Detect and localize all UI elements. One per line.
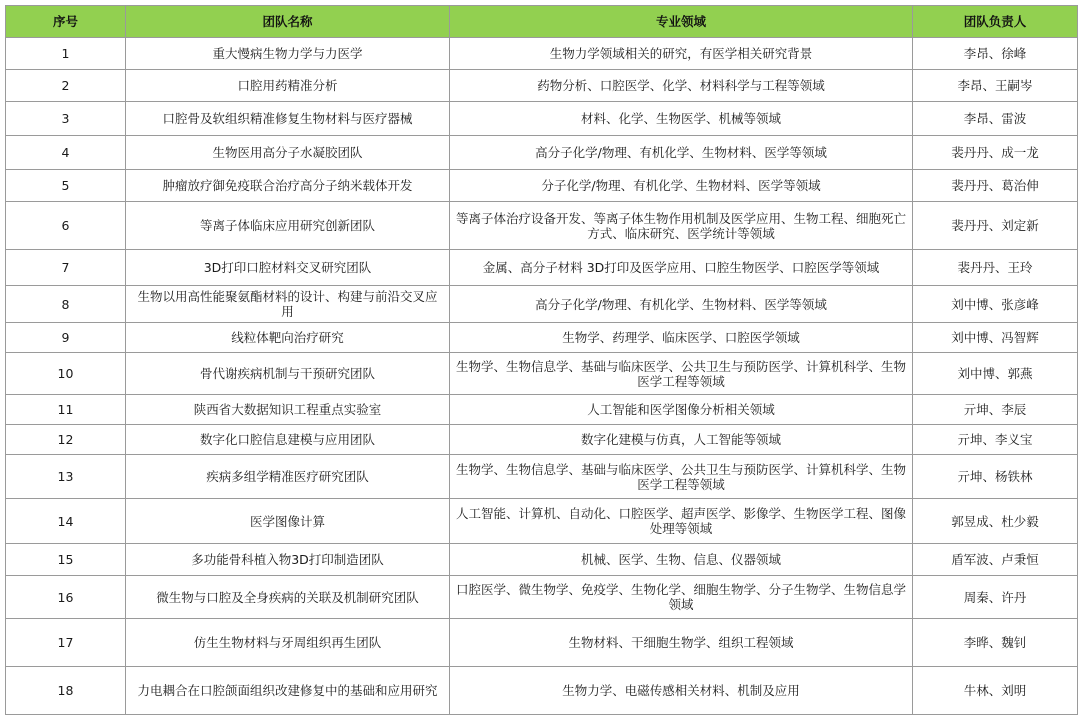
team-leader: 刘中博、郭燕 xyxy=(913,353,1078,395)
row-number: 9 xyxy=(6,323,126,353)
team-leader: 盾军波、卢秉恒 xyxy=(913,544,1078,576)
team-field: 药物分析、口腔医学、化学、材料科学与工程等领域 xyxy=(450,70,913,102)
team-leader: 李昂、徐峰 xyxy=(913,38,1078,70)
team-leader: 牛林、刘明 xyxy=(913,667,1078,715)
table-row xyxy=(6,395,1078,425)
team-leader: 亓坤、李辰 xyxy=(913,395,1078,425)
header-leader: 团队负责人 xyxy=(913,6,1078,38)
table-row xyxy=(6,619,1078,667)
team-name: 口腔骨及软组织精准修复生物材料与医疗器械 xyxy=(126,102,450,136)
row-number: 4 xyxy=(6,136,126,170)
team-leader: 李昂、雷波 xyxy=(913,102,1078,136)
team-field: 生物力学领域相关的研究，有医学相关研究背景 xyxy=(450,38,913,70)
team-name: 微生物与口腔及全身疾病的关联及机制研究团队 xyxy=(126,576,450,619)
row-number: 2 xyxy=(6,70,126,102)
table-row xyxy=(6,455,1078,499)
team-leader: 李晔、魏钊 xyxy=(913,619,1078,667)
team-field: 生物力学、电磁传感相关材料、机制及应用 xyxy=(450,667,913,715)
table-row xyxy=(6,286,1078,323)
team-leader: 周秦、许丹 xyxy=(913,576,1078,619)
table-row xyxy=(6,250,1078,286)
team-name: 肿瘤放疗御免疫联合治疗高分子纳米载体开发 xyxy=(126,170,450,202)
team-leader: 刘中博、张彦峰 xyxy=(913,286,1078,323)
team-name: 数字化口腔信息建模与应用团队 xyxy=(126,425,450,455)
team-leader: 亓坤、杨铁林 xyxy=(913,455,1078,499)
team-leader: 亓坤、李义宝 xyxy=(913,425,1078,455)
row-number: 1 xyxy=(6,38,126,70)
research-teams-table xyxy=(5,5,1078,715)
table-row xyxy=(6,353,1078,395)
row-number: 3 xyxy=(6,102,126,136)
team-field: 人工智能、计算机、自动化、口腔医学、超声医学、影像学、生物医学工程、图像处理等领域 xyxy=(450,499,913,544)
team-field: 分子化学/物理、有机化学、生物材料、医学等领域 xyxy=(450,170,913,202)
table-row xyxy=(6,70,1078,102)
team-name: 等离子体临床应用研究创新团队 xyxy=(126,202,450,250)
team-field: 生物材料、干细胞生物学、组织工程领域 xyxy=(450,619,913,667)
team-field: 数字化建模与仿真，人工智能等领域 xyxy=(450,425,913,455)
table-row xyxy=(6,202,1078,250)
table-header-row xyxy=(6,6,1078,38)
row-number: 16 xyxy=(6,576,126,619)
row-number: 8 xyxy=(6,286,126,323)
table-row xyxy=(6,544,1078,576)
row-number: 18 xyxy=(6,667,126,715)
header-field: 专业领域 xyxy=(450,6,913,38)
team-name: 生物以用高性能聚氨酯材料的设计、构建与前沿交叉应用 xyxy=(126,286,450,323)
team-leader: 刘中博、冯智辉 xyxy=(913,323,1078,353)
row-number: 15 xyxy=(6,544,126,576)
team-field: 口腔医学、微生物学、免疫学、生物化学、细胞生物学、分子生物学、生物信息学领域 xyxy=(450,576,913,619)
row-number: 10 xyxy=(6,353,126,395)
team-name: 3D打印口腔材料交叉研究团队 xyxy=(126,250,450,286)
header-number: 序号 xyxy=(6,6,126,38)
header-team-name: 团队名称 xyxy=(126,6,450,38)
team-leader: 李昂、王嗣岑 xyxy=(913,70,1078,102)
table-row xyxy=(6,38,1078,70)
table-row xyxy=(6,323,1078,353)
team-field: 生物学、药理学、临床医学、口腔医学领域 xyxy=(450,323,913,353)
team-name: 陕西省大数据知识工程重点实验室 xyxy=(126,395,450,425)
table-row xyxy=(6,499,1078,544)
row-number: 5 xyxy=(6,170,126,202)
row-number: 6 xyxy=(6,202,126,250)
team-name: 生物医用高分子水凝胶团队 xyxy=(126,136,450,170)
team-name: 仿生生物材料与牙周组织再生团队 xyxy=(126,619,450,667)
row-number: 12 xyxy=(6,425,126,455)
team-name: 线粒体靶向治疗研究 xyxy=(126,323,450,353)
table-row xyxy=(6,425,1078,455)
team-field: 人工智能和医学图像分析相关领域 xyxy=(450,395,913,425)
team-field: 等离子体治疗设备开发、等离子体生物作用机制及医学应用、生物工程、细胞死亡方式、临床研究、医学统计等领域 xyxy=(450,202,913,250)
table-row xyxy=(6,170,1078,202)
team-field: 生物学、生物信息学、基础与临床医学、公共卫生与预防医学、计算机科学、生物医学工程等领域 xyxy=(450,455,913,499)
team-field: 机械、医学、生物、信息、仪器领域 xyxy=(450,544,913,576)
team-leader: 郭昱成、杜少毅 xyxy=(913,499,1078,544)
team-name: 重大慢病生物力学与力医学 xyxy=(126,38,450,70)
team-leader: 裴丹丹、王玲 xyxy=(913,250,1078,286)
table-row xyxy=(6,667,1078,715)
team-leader: 裴丹丹、成一龙 xyxy=(913,136,1078,170)
row-number: 11 xyxy=(6,395,126,425)
row-number: 13 xyxy=(6,455,126,499)
team-name: 口腔用药精准分析 xyxy=(126,70,450,102)
team-field: 高分子化学/物理、有机化学、生物材料、医学等领域 xyxy=(450,286,913,323)
row-number: 17 xyxy=(6,619,126,667)
team-leader: 裴丹丹、刘定新 xyxy=(913,202,1078,250)
team-leader: 裴丹丹、葛治伸 xyxy=(913,170,1078,202)
team-name: 医学图像计算 xyxy=(126,499,450,544)
team-field: 材料、化学、生物医学、机械等领域 xyxy=(450,102,913,136)
row-number: 7 xyxy=(6,250,126,286)
table-row xyxy=(6,102,1078,136)
table-row xyxy=(6,136,1078,170)
table-row xyxy=(6,576,1078,619)
team-field: 金属、高分子材料 3D打印及医学应用、口腔生物医学、口腔医学等领域 xyxy=(450,250,913,286)
team-name: 疾病多组学精准医疗研究团队 xyxy=(126,455,450,499)
team-field: 生物学、生物信息学、基础与临床医学、公共卫生与预防医学、计算机科学、生物医学工程等领域 xyxy=(450,353,913,395)
team-name: 骨代谢疾病机制与干预研究团队 xyxy=(126,353,450,395)
row-number: 14 xyxy=(6,499,126,544)
team-name: 力电耦合在口腔颌面组织改建修复中的基础和应用研究 xyxy=(126,667,450,715)
team-name: 多功能骨科植入物3D打印制造团队 xyxy=(126,544,450,576)
team-field: 高分子化学/物理、有机化学、生物材料、医学等领域 xyxy=(450,136,913,170)
